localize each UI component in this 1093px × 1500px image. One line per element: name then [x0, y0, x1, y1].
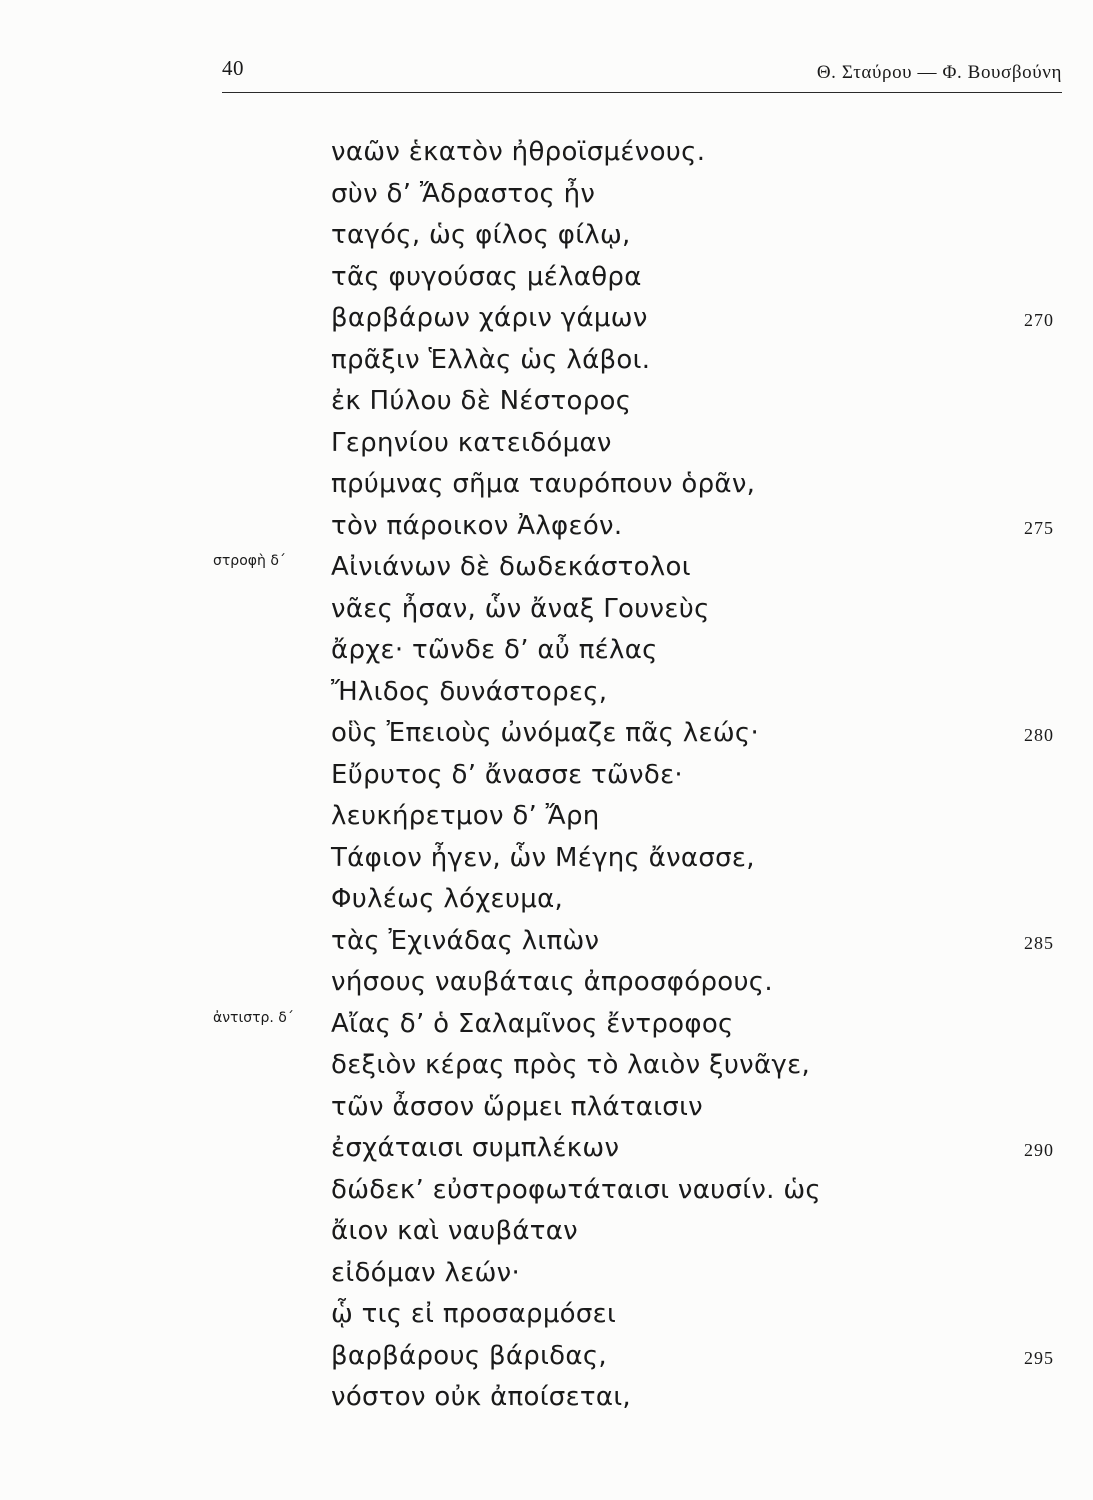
- strophe-label: στροφὴ δ΄: [213, 553, 286, 569]
- line-number: 280: [1024, 725, 1054, 745]
- verse-line: ᾧ τις εἰ προσαρμόσει: [331, 1299, 617, 1329]
- verse-line: πρᾶξιν Ἑλλὰς ὡς λάβοι.: [331, 344, 651, 375]
- verse-line: δώδεκ’ εὐστροφωτάταισι ναυσίν. ὡς: [331, 1174, 821, 1205]
- verse-line: Φυλέως λόχευμα,: [331, 884, 564, 914]
- verse-line: ταγός, ὡς φίλος φίλῳ,: [331, 220, 631, 250]
- verse-line: οὓς Ἐπειοὺς ὠνόμαζε πᾶς λεώς·: [331, 718, 760, 748]
- verse-line: ἄρχε· τῶνδε δ’ αὖ πέλας: [331, 635, 658, 665]
- verse-line: νήσους ναυβάταις ἀπροσφόρους.: [331, 967, 773, 997]
- verse-line: βαρβάρων χάριν γάμων: [331, 303, 648, 333]
- verse-line: τὰς Ἐχινάδας λιπὼν: [331, 925, 600, 956]
- verse-line: νόστον οὐκ ἀποίσεται,: [331, 1382, 631, 1412]
- verse-line: νᾶες ἦσαν, ὧν ἄναξ Γουνεὺς: [331, 593, 710, 624]
- verse-line: εἰδόμαν λεών·: [331, 1257, 521, 1288]
- verse-line: ἄιον καὶ ναυβάταν: [331, 1216, 579, 1246]
- verse-line: Τάφιον ἦγεν, ὧν Μέγης ἄνασσε,: [331, 842, 755, 873]
- page-number: 40: [222, 56, 244, 80]
- line-number: 275: [1024, 517, 1054, 538]
- verse-line: σὺν δ’ Ἄδραστος ἦν: [331, 178, 596, 209]
- verse-line: Εὔρυτος δ’ ἄνασσε τῶνδε·: [331, 759, 683, 790]
- verse-text: [331, 132, 971, 1419]
- verse-line: πρύμνας σῆμα ταυρόπουν ὁρᾶν,: [331, 469, 756, 499]
- strophe-label: ἀντιστρ. δ΄: [213, 1009, 294, 1026]
- verse-line: Αἰνιάνων δὲ δωδεκάστολοι: [331, 552, 691, 582]
- line-number: 295: [1024, 1347, 1054, 1368]
- running-head: Θ. Σταύρου — Φ. Βουσβούνη: [816, 62, 1062, 83]
- verse-line: ἐσχάταισι συμπλέκων: [331, 1133, 620, 1163]
- verse-line: τᾶς φυγούσας μέλαθρα: [331, 261, 642, 292]
- verse-line: Ἤλιδος δυνάστορες,: [331, 676, 608, 707]
- line-number: 270: [1024, 310, 1054, 330]
- verse-line: ἐκ Πύλου δὲ Νέστορος: [331, 386, 632, 416]
- verse-line: Αἴας δ’ ὁ Σαλαμῖνος ἔντροφος: [331, 1008, 734, 1039]
- line-number: 290: [1024, 1140, 1054, 1160]
- line-number: 285: [1024, 932, 1054, 953]
- verse-line: βαρβάρους βάριδας,: [331, 1340, 607, 1371]
- page-header: [222, 52, 1062, 93]
- verse-line: τὸν πάροικον Ἀλφεόν.: [331, 510, 623, 541]
- verse-line: ναῶν ἑκατὸν ἠθροϊσμένους.: [331, 137, 706, 167]
- verse-line: Γερηνίου κατειδόμαν: [331, 427, 612, 458]
- verse-line: δεξιὸν κέρας πρὸς τὸ λαιὸν ξυνᾶγε,: [331, 1050, 811, 1080]
- verse-line: τῶν ἆσσον ὥρμει πλάταισιν: [331, 1091, 704, 1122]
- verse-line: λευκήρετμον δ’ Ἄρη: [331, 801, 600, 831]
